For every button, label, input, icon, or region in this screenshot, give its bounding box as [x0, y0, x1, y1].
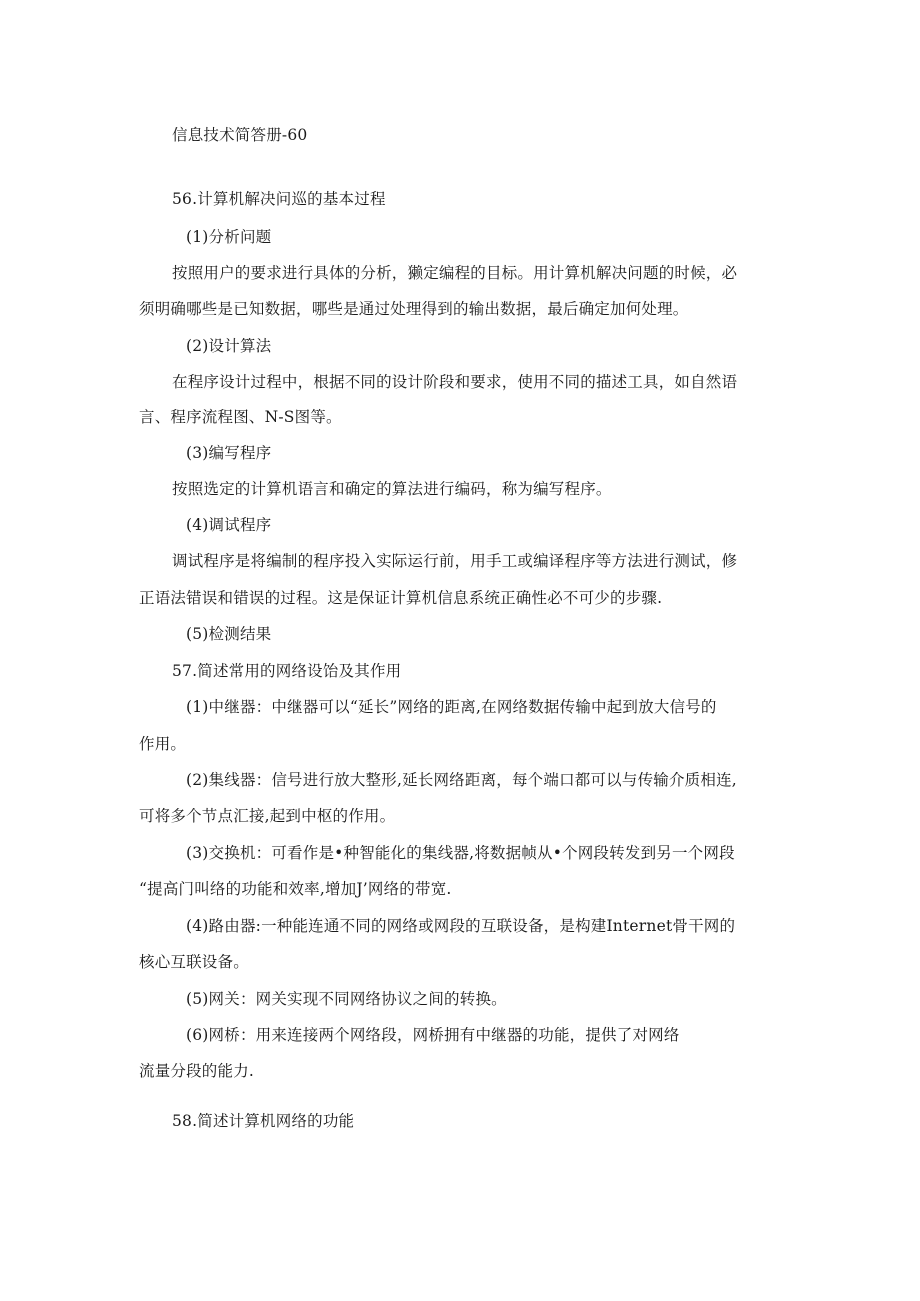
paragraph-line: 须明确哪些是已知数据，哪些是通过处理得到的输出数据，最后确定加何处理。	[139, 300, 689, 318]
subheading-debug-program: (4)调试程序	[186, 516, 272, 534]
heading-56: 56.计算机解决问巡的基本过程	[172, 190, 386, 208]
paragraph-line: “提高门叫络的功能和效率,增加J’网络的带宽.	[139, 880, 452, 898]
list-item-hub: (2)集线器：信号进行放大整形,延长网络距离，每个端口都可以与传输介质相连,	[186, 771, 737, 789]
paragraph-line: 按照选定的计算机语言和确定的算法进行编码，称为编写程序。	[172, 480, 612, 498]
paragraph-line: 作用。	[139, 735, 187, 753]
paragraph-line: 言、程序流程图、N-S图等。	[139, 408, 342, 426]
paragraph-line: 可将多个节点汇接,起到中枢的作用。	[139, 807, 396, 825]
list-item-bridge: (6)网桥：用来连接两个网络段，网桥拥有中继器的功能，提供了对网络	[186, 1026, 680, 1044]
paragraph-line: 流量分段的能力.	[139, 1062, 255, 1080]
paragraph-line: 在程序设计过程中，根据不同的设计阶段和要求，使用不同的描述工具，如自然语	[172, 373, 738, 391]
paragraph-line: 调试程序是将编制的程序投入实际运行前，用手工或编译程序等方法进行测试，修	[172, 552, 738, 570]
list-item-gateway: (5)网关：网关实现不同网络协议之间的转换。	[186, 990, 507, 1008]
heading-57: 57.简述常用的网络设饴及其作用	[172, 662, 402, 680]
heading-58: 58.简述计算机网络的功能	[172, 1112, 355, 1130]
list-item-router: (4)路由器:一种能连通不同的网络或网段的互联设备，是构建Internet骨干网的	[186, 917, 736, 935]
list-item-repeater: (1)中继器：中继器可以“延长”网络的距离,在网络数据传输中起到放大信号的	[186, 698, 717, 716]
subheading-design-algorithm: (2)设计算法	[186, 337, 272, 355]
paragraph-line: 按照用户的要求进行具体的分析，獭定编程的目标。用计算机解决问题的时候，必	[172, 264, 738, 282]
subheading-check-results: (5)检测结果	[186, 625, 272, 643]
list-item-switch: (3)交换机：可看作是•种智能化的集线器,将数据帧从•个网段转发到另一个网段	[186, 844, 735, 862]
paragraph-line: 核心互联设备。	[139, 953, 249, 971]
subheading-write-program: (3)编写程序	[186, 444, 272, 462]
paragraph-line: 正语法错误和错误的过程。这是保证计算机信息系统正确性必不可少的步骤.	[139, 589, 663, 607]
page-header: 信息技术简答册-60	[172, 126, 308, 144]
subheading-analyze-problem: (1)分析问题	[186, 228, 272, 246]
